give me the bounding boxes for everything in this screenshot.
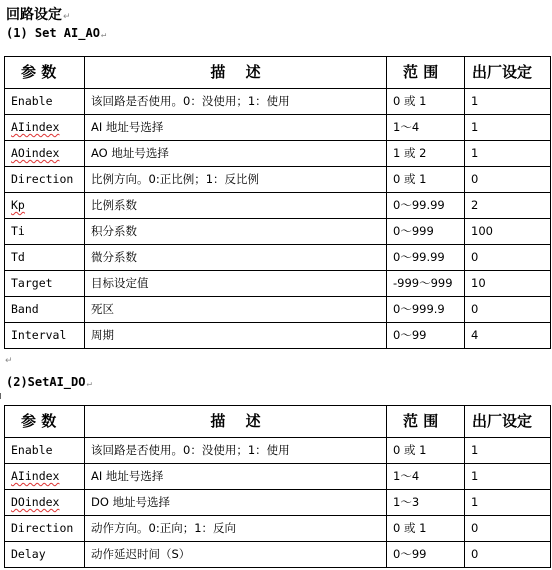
param-name [5, 141, 85, 167]
section-title-ai-ao [6, 26, 106, 40]
param-name: Enable [5, 89, 85, 115]
param-name: Delay [5, 542, 85, 568]
paragraph-mark: ↵ [86, 379, 92, 389]
header-desc: 描 述 [85, 57, 387, 89]
section-title-text: (1) Set AI_AO [6, 26, 100, 40]
param-desc: 积分系数 [85, 219, 387, 245]
param-default: 0 [465, 245, 551, 271]
param-name: Interval [5, 323, 85, 349]
section-title-text: (2)SetAI_DO [6, 375, 86, 389]
table-row [5, 167, 551, 193]
table-row [5, 89, 551, 115]
param-name-text: DOindex [11, 495, 60, 509]
param-range: 1 或 2 [387, 141, 465, 167]
param-name [5, 115, 85, 141]
param-name: Target [5, 271, 85, 297]
param-name: Direction [5, 516, 85, 542]
param-name [5, 464, 85, 490]
param-name-text: AIindex [11, 469, 60, 483]
param-default: 10 [465, 271, 551, 297]
header-range: 范 围 [387, 406, 465, 438]
header-param: 参 数 [5, 57, 85, 89]
table-row [5, 542, 551, 568]
table-row [5, 438, 551, 464]
param-desc: 比例系数 [85, 193, 387, 219]
table-row [5, 297, 551, 323]
param-desc: AI 地址号选择 [85, 115, 387, 141]
param-name: Band [5, 297, 85, 323]
table-row [5, 464, 551, 490]
param-desc: AO 地址号选择 [85, 141, 387, 167]
table-header-row [5, 406, 551, 438]
param-name: Td [5, 245, 85, 271]
param-range: 0～99.99 [387, 193, 465, 219]
param-range: 0～999 [387, 219, 465, 245]
param-default: 4 [465, 323, 551, 349]
param-name [5, 193, 85, 219]
header-param: 参 数 [5, 406, 85, 438]
param-name: Enable [5, 438, 85, 464]
param-range: 0～99 [387, 323, 465, 349]
header-default: 出厂设定 [465, 57, 551, 89]
param-desc: 动作延迟时间（S） [85, 542, 387, 568]
param-desc: 动作方向。0:正向；1：反向 [85, 516, 387, 542]
margin-mark [0, 393, 3, 399]
param-default: 1 [465, 464, 551, 490]
param-name: Direction [5, 167, 85, 193]
param-desc: 周期 [85, 323, 387, 349]
table-row [5, 115, 551, 141]
param-range: 1～4 [387, 115, 465, 141]
param-desc: 微分系数 [85, 245, 387, 271]
table-row [5, 516, 551, 542]
ai-ao-parameter-table [4, 56, 551, 349]
param-default: 100 [465, 219, 551, 245]
section-title-ai-do [6, 375, 92, 389]
paragraph-mark: ↵ [100, 30, 107, 40]
param-name: Ti [5, 219, 85, 245]
param-desc: 该回路是否使用。0：没使用；1：使用 [85, 438, 387, 464]
header-range: 范 围 [387, 57, 465, 89]
param-default: 2 [465, 193, 551, 219]
page-title [6, 4, 71, 24]
table-row [5, 490, 551, 516]
table-row [5, 271, 551, 297]
table-row [5, 193, 551, 219]
param-desc: AI 地址号选择 [85, 464, 387, 490]
param-name-text: AIindex [11, 120, 60, 134]
table-row [5, 219, 551, 245]
param-range: 1～4 [387, 464, 465, 490]
param-range: 0 或 1 [387, 438, 465, 464]
param-default: 1 [465, 141, 551, 167]
page-title-text: 回路设定 [6, 7, 62, 23]
param-default: 1 [465, 115, 551, 141]
param-range: 1～3 [387, 490, 465, 516]
param-default: 1 [465, 89, 551, 115]
param-range: 0 或 1 [387, 516, 465, 542]
param-name [5, 490, 85, 516]
param-desc: 该回路是否使用。0：没使用；1：使用 [85, 89, 387, 115]
param-desc: 比例方向。0:正比例；1：反比例 [85, 167, 387, 193]
header-desc: 描 述 [85, 406, 387, 438]
param-range: 0～99 [387, 542, 465, 568]
param-range: 0～999.9 [387, 297, 465, 323]
table-header-row [5, 57, 551, 89]
param-range: 0 或 1 [387, 167, 465, 193]
param-desc: 目标设定值 [85, 271, 387, 297]
table-row [5, 141, 551, 167]
paragraph-mark: ↵ [63, 12, 71, 22]
ai-do-parameter-table [4, 405, 551, 568]
param-desc: DO 地址号选择 [85, 490, 387, 516]
param-default: 0 [465, 297, 551, 323]
param-range: -999～999 [387, 271, 465, 297]
param-default: 0 [465, 516, 551, 542]
param-default: 1 [465, 438, 551, 464]
param-default: 1 [465, 490, 551, 516]
param-name-text: AOindex [11, 146, 60, 160]
paragraph-mark: ↵ [5, 356, 13, 366]
param-default: 0 [465, 542, 551, 568]
param-name-text: Kp [11, 198, 25, 212]
table-row [5, 245, 551, 271]
table-row [5, 323, 551, 349]
header-default: 出厂设定 [465, 406, 551, 438]
param-range: 0～99.99 [387, 245, 465, 271]
param-range: 0 或 1 [387, 89, 465, 115]
param-default: 0 [465, 167, 551, 193]
param-desc: 死区 [85, 297, 387, 323]
